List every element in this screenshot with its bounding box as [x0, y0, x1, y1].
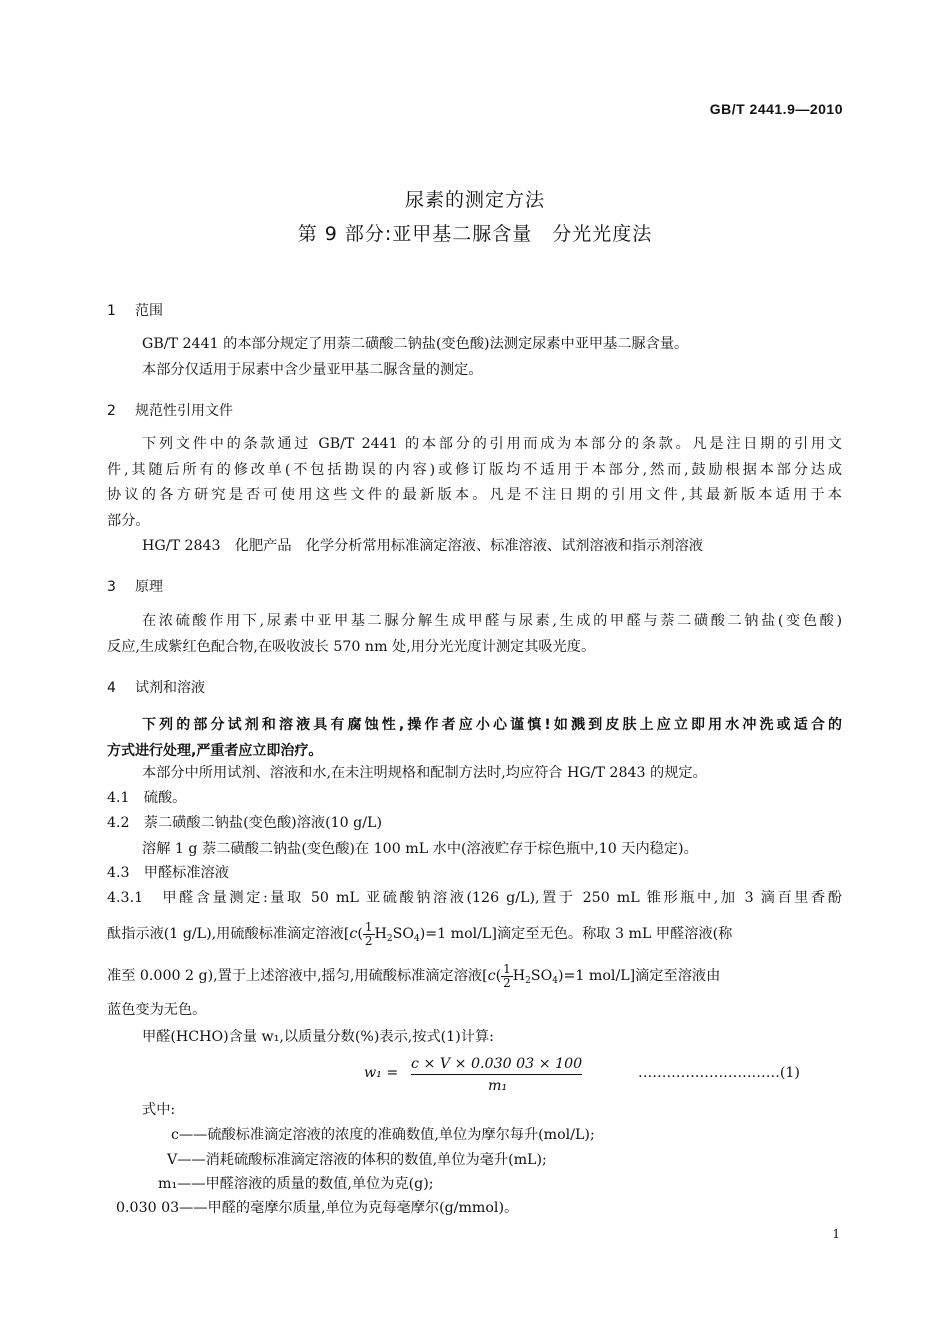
formula-denominator: m₁: [488, 1078, 508, 1094]
definition-c: c——硫酸标准滴定溶液的浓度的准确数值,单位为摩尔每升(mol/L);: [171, 1127, 595, 1143]
paragraph: GB/T 2441 的本部分规定了用萘二磺酸二钠盐(变色酸)法测定尿素中亚甲基二脲含量。: [142, 336, 689, 352]
page-number: 1: [832, 1227, 840, 1241]
paragraph-line: 下列文件中的条款通过 GB/T 2441 的本部分的引用而成为本部分的条款。凡是注日期的引用文: [142, 436, 842, 452]
paragraph-line: 件,其随后所有的修改单(不包括勘误的内容)或修订版均不适用于本部分,然而,鼓励根据本部分达成: [107, 462, 842, 478]
document-subtitle: 第 9 部分:亚甲基二脲含量 分光光度法: [297, 223, 653, 245]
normative-reference: HG/T 2843 化肥产品 化学分析常用标准滴定溶液、标准溶液、试剂溶液和指示剂溶液: [142, 538, 703, 554]
section-title: 原理: [135, 579, 163, 595]
paragraph-line: 在浓硫酸作用下,尿素中亚甲基二脲分解生成甲醛与尿素,生成的甲醛与萘二磺酸二钠盐(变色酸): [142, 613, 842, 629]
subsection-4-3: 4.3 甲醛标准溶液: [107, 865, 229, 881]
warning-line: 方式进行处理,严重者应立即治疗。: [107, 743, 323, 759]
subsection-4-3-1-line: 4.3.1 甲醛含量测定:量取 50 mL 亚硫酸钠溶液(126 g/L),置于 250 mL 锥形瓶中,加 3 滴百里香酚: [107, 890, 842, 906]
section-title: 试剂和溶液: [135, 680, 205, 696]
paragraph-line: 反应,生成紫红色配合物,在吸收波长 570 nm 处,用分光光度计测定其吸光度。: [107, 639, 596, 655]
paragraph: 本部分仅适用于尿素中含少量亚甲基二脲含量的测定。: [142, 362, 483, 378]
paragraph: 本部分中所用试剂、溶液和水,在未注明规格和配制方法时,均应符合 HG/T 2843 的规定。: [142, 765, 707, 781]
document-title: 尿素的测定方法: [404, 189, 545, 211]
standard-code: GB/T 2441.9—2010: [709, 101, 843, 117]
paragraph-line: 部分。: [107, 513, 150, 529]
section-title: 规范性引用文件: [135, 403, 233, 419]
definition-V: V——消耗硫酸标准滴定溶液的体积的数值,单位为毫升(mL);: [167, 1152, 547, 1168]
section-number: 2: [107, 403, 116, 419]
section-4-heading: [107, 677, 205, 697]
formula-intro: 甲醛(HCHO)含量 w₁,以质量分数(%)表示,按式(1)计算:: [142, 1029, 494, 1045]
paragraph: 溶解 1 g 萘二磺酸二钠盐(变色酸)在 100 mL 水中(溶液贮存于棕色瓶中,10 天内稳定)。: [142, 841, 698, 857]
section-number: 3: [107, 579, 116, 595]
equation-number: …………………………(1): [638, 1065, 800, 1081]
where-label: 式中:: [142, 1102, 176, 1118]
formula-lhs: w₁ =: [364, 1065, 399, 1081]
section-3-heading: [107, 576, 163, 596]
warning-line: 下列的部分试剂和溶液具有腐蚀性,操作者应小心谨慎!如溅到皮肤上应立即用水冲洗或适合的: [142, 717, 842, 733]
section-title: 范围: [135, 303, 163, 319]
section-number: 4: [107, 680, 116, 696]
paragraph-line: 协议的各方研究是否可使用这些文件的最新版本。凡是不注日期的引用文件,其最新版本适用于本: [107, 487, 842, 503]
subsection-4-1: 4.1 硫酸。: [107, 790, 187, 806]
subsection-4-2: 4.2 萘二磺酸二钠盐(变色酸)溶液(10 g/L): [107, 815, 382, 831]
definition-m1: m₁——甲醛溶液的质量的数值,单位为克(g);: [158, 1176, 434, 1192]
subsection-4-3-1-line: 酞指示液(1 g/L),用硫酸标准滴定溶液[c( $\frac{1}{2}$ $H_2SO_4)=1$ mol/L]滴定至无色。称取 3 mL 甲醛溶液(称: [107, 919, 733, 948]
fraction-half: $\frac{1}{2}$: [503, 961, 511, 990]
fraction-half: $\frac{1}{2}$: [364, 919, 373, 948]
definition-constant: 0.030 03——甲醛的毫摩尔质量,单位为克每毫摩尔(g/mmol)。: [116, 1200, 519, 1216]
section-1-heading: [107, 300, 163, 320]
formula-numerator: c × V × 0.030 03 × 100: [411, 1057, 582, 1075]
subsection-4-3-1-line: 蓝色变为无色。: [107, 1002, 207, 1018]
subsection-4-3-1-line: 准至 0.000 2 g),置于上述溶液中,摇匀,用硫酸标准滴定溶液[c( $\frac{1}{2}$ $H_2SO_4)=1$ mol/L]滴定至溶液由: [107, 961, 721, 990]
section-2-heading: [107, 400, 233, 420]
section-number: 1: [107, 303, 116, 319]
